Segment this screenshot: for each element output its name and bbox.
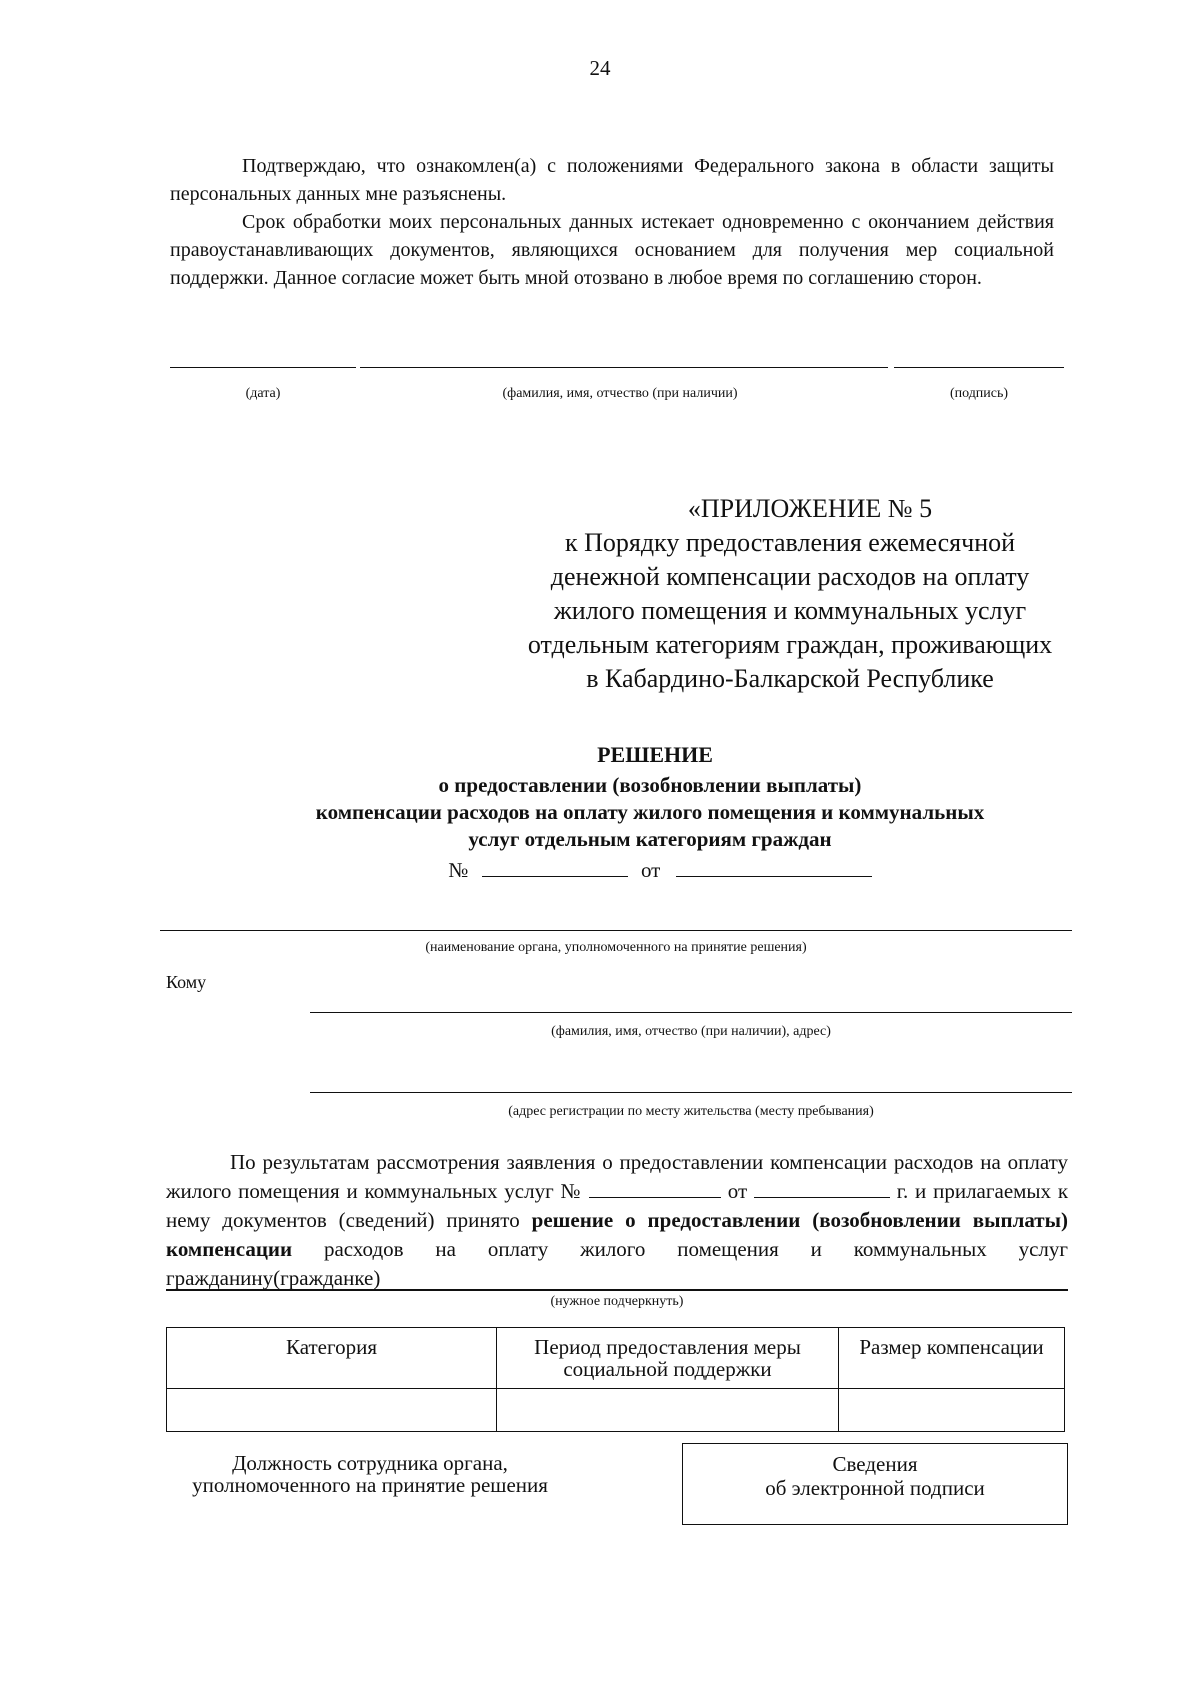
date-caption: (дата) xyxy=(245,386,281,401)
cell-period[interactable] xyxy=(497,1389,839,1432)
esig-line-2: об электронной подписи xyxy=(765,1476,985,1500)
recipient-address-caption: (адрес регистрации по месту жительства (месту пребывания) xyxy=(508,1104,874,1119)
annex-line-3: денежной компенсации расходов на оплату xyxy=(550,562,1030,591)
annex-line-2: к Порядку предоставления ежемесячной xyxy=(564,528,1016,557)
header-amount: Размер компенсации xyxy=(839,1328,1065,1389)
date-signature-line xyxy=(170,367,356,368)
header-period: Период предоставления меры социальной поддержки xyxy=(497,1328,839,1389)
consent-paragraph-2: Срок обработки моих персональных данных истекает одновременно с окончанием действия правоустанавливающих документов, являющихся основанием для получения мер социальной поддержки. Данное согласие может быть мной отозвано в любое время по соглашению сторон. xyxy=(170,211,1054,289)
cell-category[interactable] xyxy=(167,1389,497,1432)
decision-subtitle-line-1: о предоставлении (возобновлении выплаты) xyxy=(438,773,862,797)
recipient-address-line xyxy=(310,1092,1072,1093)
cell-amount[interactable] xyxy=(839,1389,1065,1432)
annex-line-4: жилого помещения и коммунальных услуг xyxy=(553,596,1027,625)
official-position-label: Должность сотрудника органа, уполномоченного на принятие решения xyxy=(192,1451,548,1497)
body-from-word: от xyxy=(727,1179,748,1203)
esig-line-1: Сведения xyxy=(832,1452,918,1476)
compensation-table xyxy=(166,1327,1065,1432)
underline-note: (нужное подчеркнуть) xyxy=(550,1294,684,1309)
recipient-name-caption: (фамилия, имя, отчество (при наличии), адрес) xyxy=(551,1024,831,1039)
signature-line xyxy=(894,367,1064,368)
application-date-blank[interactable] xyxy=(754,1181,890,1198)
decision-number-line xyxy=(60,858,1200,883)
signature-caption: (подпись) xyxy=(949,386,1009,401)
number-blank[interactable] xyxy=(482,858,628,877)
table-header-row xyxy=(167,1328,1065,1389)
page-number: 24 xyxy=(589,56,611,80)
annex-block xyxy=(460,492,1120,696)
name-signature-line xyxy=(360,367,888,368)
recipient-name-line xyxy=(310,1012,1072,1013)
decision-subtitle-line-2: компенсации расходов на оплату жилого помещения и коммунальных xyxy=(315,800,985,824)
body-part-1: По результатам рассмотрения заявления о предоставлении компенсации расходов на оплату жилого помещения и коммунальных услуг № xyxy=(166,1150,1068,1203)
decision-subtitle-line-3: услуг отдельным категориям граждан xyxy=(468,827,832,851)
decision-subtitle xyxy=(250,772,1050,853)
underline-line xyxy=(166,1289,1068,1291)
application-number-blank[interactable] xyxy=(589,1181,721,1198)
annex-line-1: «ПРИЛОЖЕНИЕ № 5 xyxy=(687,494,933,523)
decision-body xyxy=(166,1148,1068,1293)
authority-caption: (наименование органа, уполномоченного на принятие решения) xyxy=(425,940,807,955)
from-label: от xyxy=(640,858,661,882)
annex-line-6: в Кабардино-Балкарской Республике xyxy=(586,664,994,693)
consent-paragraph-1: Подтверждаю, что ознакомлен(а) с положениями Федерального закона в области защиты персональных данных мне разъяснены. xyxy=(170,155,1054,205)
body-part-3: расходов на оплату жилого помещения и коммунальных услуг гражданину(гражданке) xyxy=(166,1237,1068,1290)
name-caption: (фамилия, имя, отчество (при наличии) xyxy=(502,386,738,401)
electronic-signature-box xyxy=(682,1443,1068,1525)
table-row xyxy=(167,1389,1065,1432)
body-bold-part: решение о предоставлении (возобновлении выплаты) компенсации xyxy=(166,1208,1069,1261)
number-label: № xyxy=(448,858,469,882)
body-part-2: г. и прилагаемых к нему документов (сведений) принято xyxy=(166,1179,1069,1232)
date-blank[interactable] xyxy=(676,858,872,877)
to-label: Кому xyxy=(166,972,207,992)
header-category: Категория xyxy=(167,1328,497,1389)
decision-title: РЕШЕНИЕ xyxy=(597,742,713,767)
authority-line xyxy=(160,930,1072,931)
annex-line-5: отдельным категориям граждан, проживающих xyxy=(527,630,1053,659)
